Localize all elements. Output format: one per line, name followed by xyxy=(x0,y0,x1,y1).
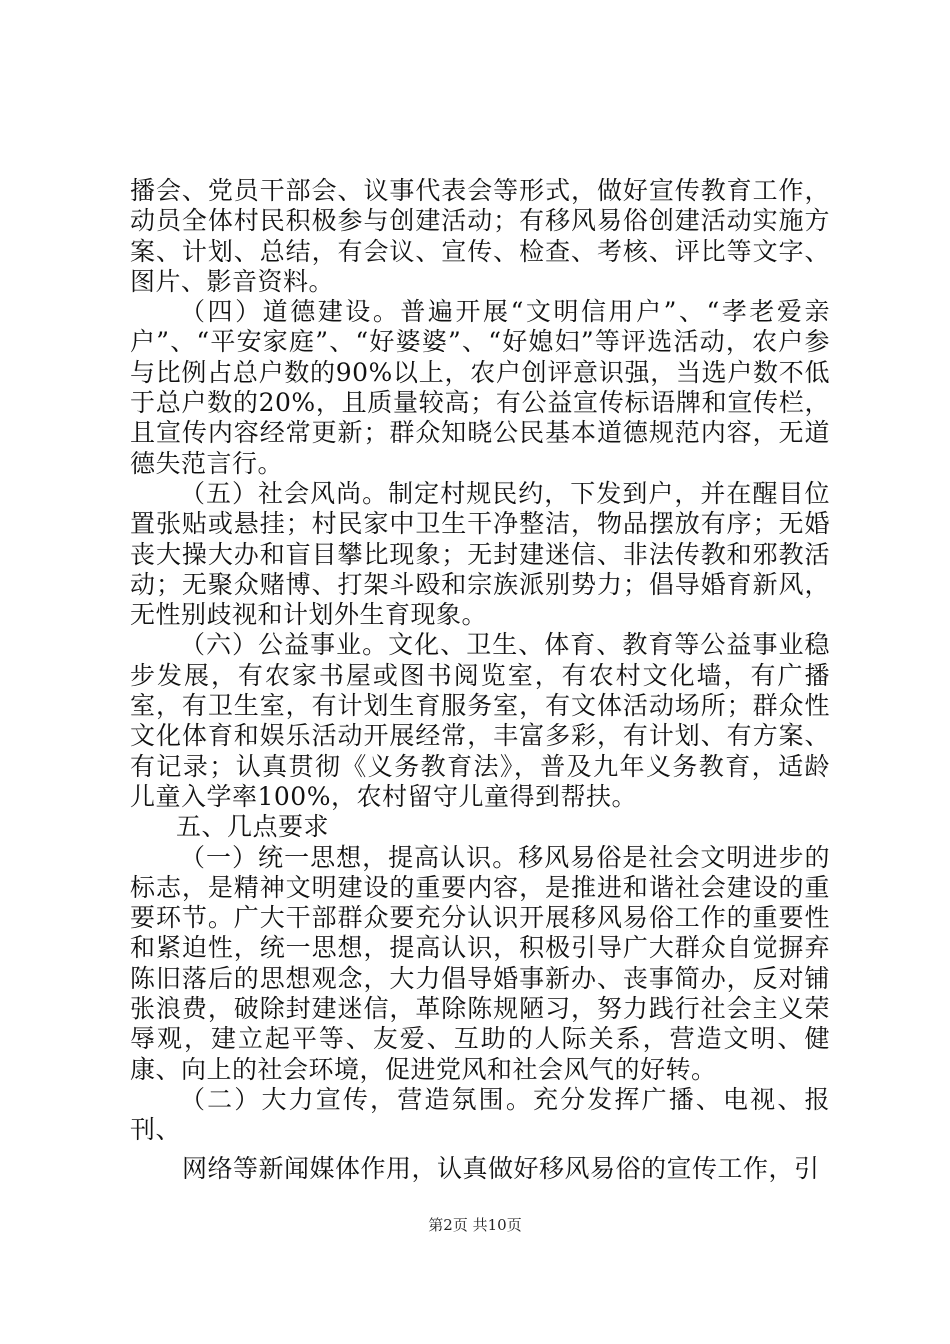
paragraph-social-custom: （五）社会风尚。制定村规民约，下发到户，并在醒目位置张贴或悬挂；村民家中卫生干净整洁，物品摆放有序；无婚丧大操大办和盲目攀比现象；无封建迷信、非法传教和邪教活动；无聚众赌博、打架斗殴和宗族派别势力；倡导婚育新风，无性别歧视和计划外生育现象。 xyxy=(130,478,830,630)
paragraph-publicity-continued: 播会、党员干部会、议事代表会等形式，做好宣传教育工作，动员全体村民积极参与创建活动；有移风易俗创建活动实施方案、计划、总结，有会议、宣传、检查、考核、评比等文字、图片、影音资料。 xyxy=(130,176,830,296)
continued-line: 网络等新闻媒体作用，认真做好移风易俗的宣传工作，引 xyxy=(182,1154,820,1183)
document-body xyxy=(130,176,830,1146)
paragraph-moral-construction: （四）道德建设。普遍开展“文明信用户”、“孝老爱亲户”、“平安家庭”、“好婆婆”、“好媳妇”等评选活动，农户参与比例占总户数的90%以上，农户创评意识强，当选户数不低于总户数的20%，且质量较高；有公益宣传标语牌和宣传栏，且宣传内容经常更新；群众知晓公民基本道德规范内容，无道德失范言行。 xyxy=(130,297,830,478)
paragraph-publicity-atmosphere: （二）大力宣传，营造氛围。充分发挥广播、电视、报刊、 xyxy=(130,1084,830,1145)
paragraph-unify-thinking: （一）统一思想，提高认识。移风易俗是社会文明进步的标志，是精神文明建设的重要内容，是推进和谐社会建设的重要环节。广大干部群众要充分认识开展移风易俗工作的重要性和紧迫性，统一思想，提高认识，积极引导广大群众自觉摒弃陈旧落后的思想观念，大力倡导婚事新办、丧事简办，反对铺张浪费，破除封建迷信，革除陈规陋习，努力践行社会主义荣辱观，建立起平等、友爱、互助的人际关系，营造文明、健康、向上的社会环境，促进党风和社会风气的好转。 xyxy=(130,842,830,1084)
page-footer: 第2页 共10页 xyxy=(428,1216,522,1234)
section-heading-requirements: 五、几点要求 xyxy=(176,812,330,842)
paragraph-public-welfare: （六）公益事业。文化、卫生、体育、教育等公益事业稳步发展，有农家书屋或图书阅览室，有农村文化墙，有广播室，有卫生室，有计划生育服务室，有文体活动场所；群众性文化体育和娱乐活动开展经常，丰富多彩，有计划、有方案、有记录；认真贯彻《义务教育法》，普及九年义务教育，适龄儿童入学率100%，农村留守儿童得到帮扶。 xyxy=(130,630,830,811)
